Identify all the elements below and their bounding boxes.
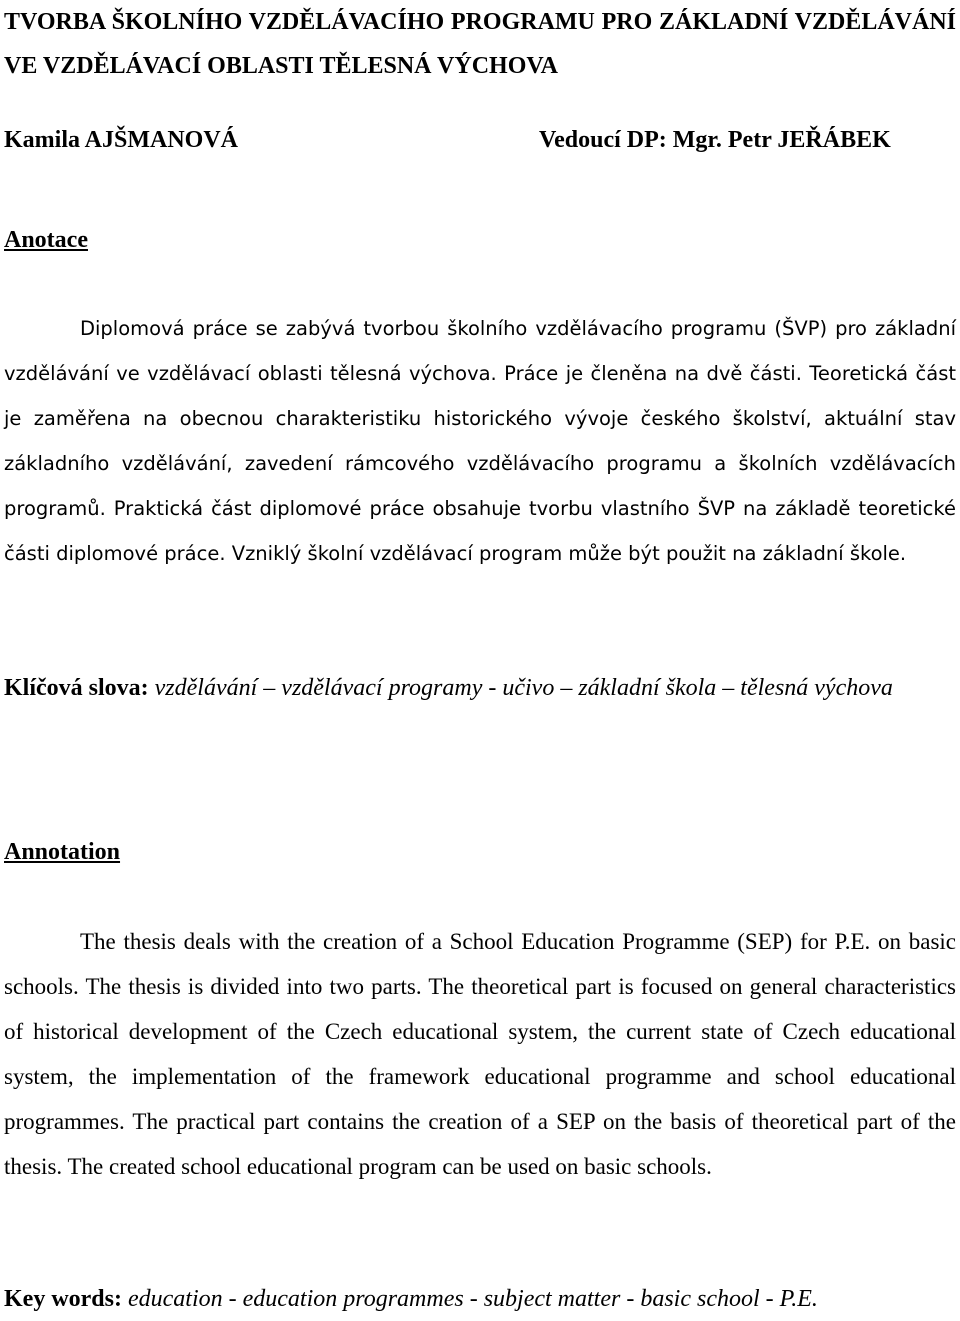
czech-abstract-heading: Anotace bbox=[4, 227, 88, 253]
czech-keywords-list: vzdělávání – vzdělávací programy - učivo – základní škola – tělesná výchova bbox=[154, 675, 893, 701]
english-keywords bbox=[4, 1277, 956, 1321]
english-abstract-text: The thesis deals with the creation of a School Education Programme (SEP) for P.E. on basic schools. The thesis is divided into two parts. The theoretical part is focused on general characteristics of historical development of the Czech educational system, the current state of Czech educational system, the implementation of the framework educational programme and school educational programmes. The practical part contains the creation of a SEP on the basis of theoretical part of the thesis. The created school educational program can be used on basic schools. bbox=[4, 929, 956, 1179]
english-keywords-label: Key words: bbox=[4, 1286, 122, 1312]
author-line bbox=[4, 118, 956, 162]
document-page bbox=[4, 0, 956, 162]
english-abstract-heading: Annotation bbox=[4, 839, 121, 865]
czech-keywords bbox=[4, 666, 956, 710]
thesis-title: TVORBA ŠKOLNÍHO VZDĚLÁVACÍHO PROGRAMU PRO ZÁKLADNÍ VZDĚLÁVÁNÍ VE VZDĚLÁVACÍ OBLASTI TĚLESNÁ VÝCHOVA bbox=[4, 9, 956, 79]
czech-keywords-label: Klíčová slova: bbox=[4, 675, 149, 701]
author-name: Kamila AJŠMANOVÁ bbox=[4, 127, 238, 153]
supervisor-name: Vedoucí DP: Mgr. Petr JEŘÁBEK bbox=[539, 127, 891, 153]
english-keywords-list: education - education programmes - subject matter - basic school - P.E. bbox=[127, 1286, 818, 1312]
czech-abstract-text: Diplomová práce se zabývá tvorbou školního vzdělávacího programu (ŠVP) pro základní vzdělávání ve vzdělávací oblasti tělesná výchova. Práce je členěna na dvě části. Teoretická část je zaměřena na obecnou charakteristiku historického vývoje českého školství, aktuální stav základního vzdělávání, zavedení rámcového vzdělávacího programu a školních vzdělávacích programů. Praktická část diplomové práce obsahuje tvorbu vlastního ŠVP na základě teoretické části diplomové práce. Vzniklý školní vzdělávací program může být použit na základní škole. bbox=[4, 317, 956, 565]
